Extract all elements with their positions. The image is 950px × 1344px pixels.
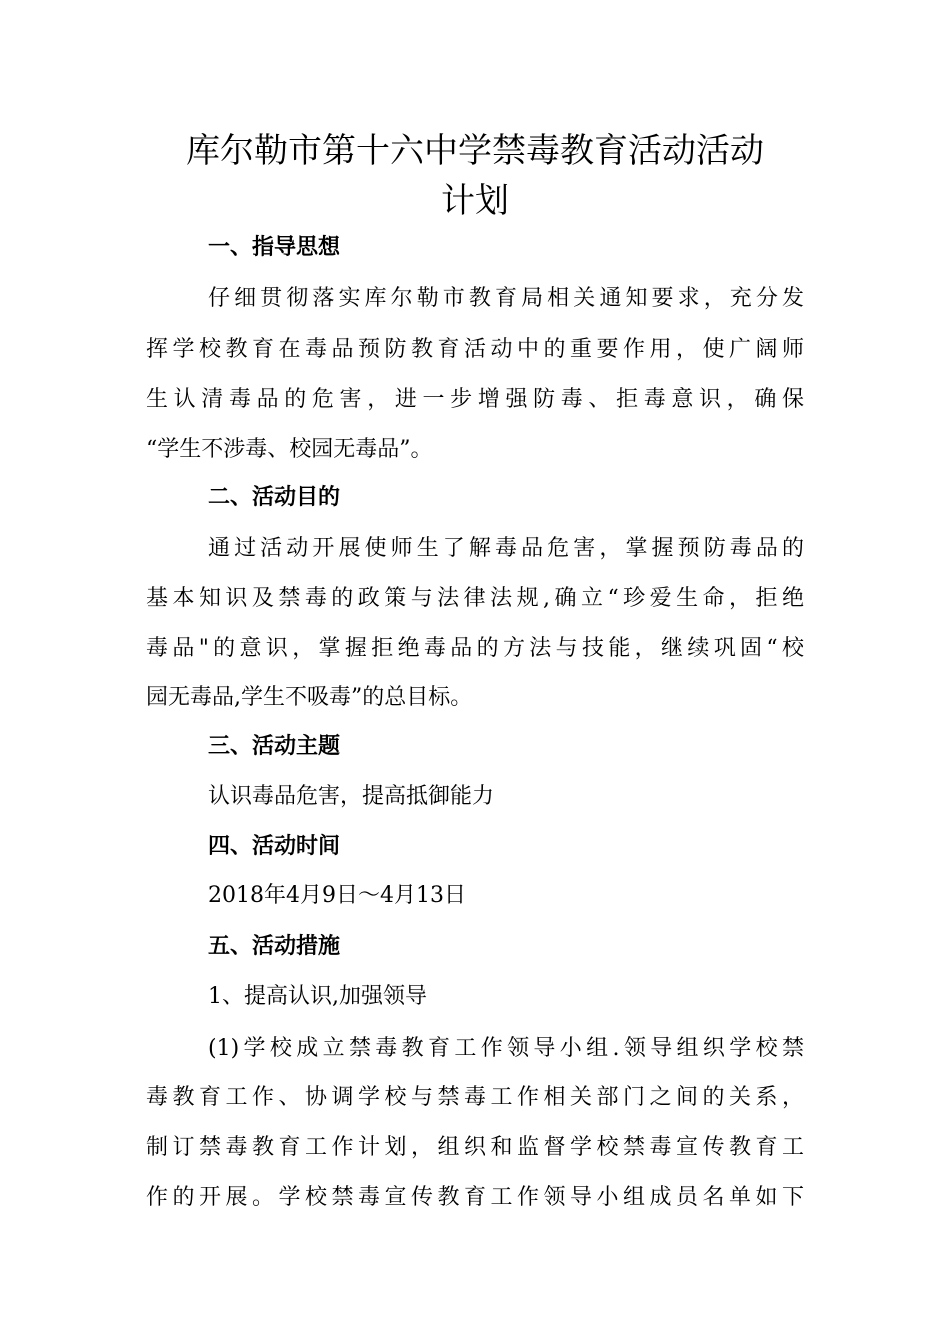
paragraph-line: 园无毒品,学生不吸毒”的总目标。 <box>146 685 473 710</box>
paragraph-line: “学生不涉毒、校园无毒品”。 <box>146 437 433 462</box>
section-heading-guiding-ideology: 一、指导思想 <box>208 235 341 260</box>
subsection-heading: 1、提高认识,加强领导 <box>208 984 427 1009</box>
paragraph-line: 通过活动开展使师生了解毒品危害，掌握预防毒品的 <box>208 536 804 561</box>
paragraph-line: 毒品"的意识，掌握拒绝毒品的方法与技能，继续巩固“校 <box>146 636 804 661</box>
paragraph-line: 仔细贯彻落实库尔勒市教育局相关通知要求，充分发 <box>208 286 804 311</box>
paragraph-line: 毒教育工作、协调学校与禁毒工作相关部门之间的关系， <box>146 1085 804 1110</box>
section-heading-activity-time: 四、活动时间 <box>208 834 341 859</box>
paragraph-line: 认识毒品危害，提高抵御能力 <box>208 784 495 809</box>
document-title-line-1: 库尔勒市第十六中学禁毒教育活动活动 <box>186 131 764 171</box>
paragraph-line: 制订禁毒教育工作计划，组织和监督学校禁毒宣传教育工 <box>146 1135 804 1160</box>
paragraph-line: 作的开展。学校禁毒宣传教育工作领导小组成员名单如下 <box>146 1185 804 1210</box>
document-title-line-2: 计划 <box>441 181 509 221</box>
paragraph-line: 2018年4月9日～4月13日 <box>208 883 466 908</box>
section-heading-activity-measures: 五、活动措施 <box>208 934 341 959</box>
paragraph-line: 基本知识及禁毒的政策与法律法规,确立“珍爱生命，拒绝 <box>146 586 804 611</box>
section-heading-activity-purpose: 二、活动目的 <box>208 485 341 510</box>
section-heading-activity-theme: 三、活动主题 <box>208 734 341 759</box>
paragraph-line: 挥学校教育在毒品预防教育活动中的重要作用，使广阔师 <box>146 337 804 362</box>
paragraph-line: (1)学校成立禁毒教育工作领导小组.领导组织学校禁 <box>208 1036 804 1061</box>
paragraph-line: 生认清毒品的危害，进一步增强防毒、拒毒意识，确保 <box>146 387 804 412</box>
